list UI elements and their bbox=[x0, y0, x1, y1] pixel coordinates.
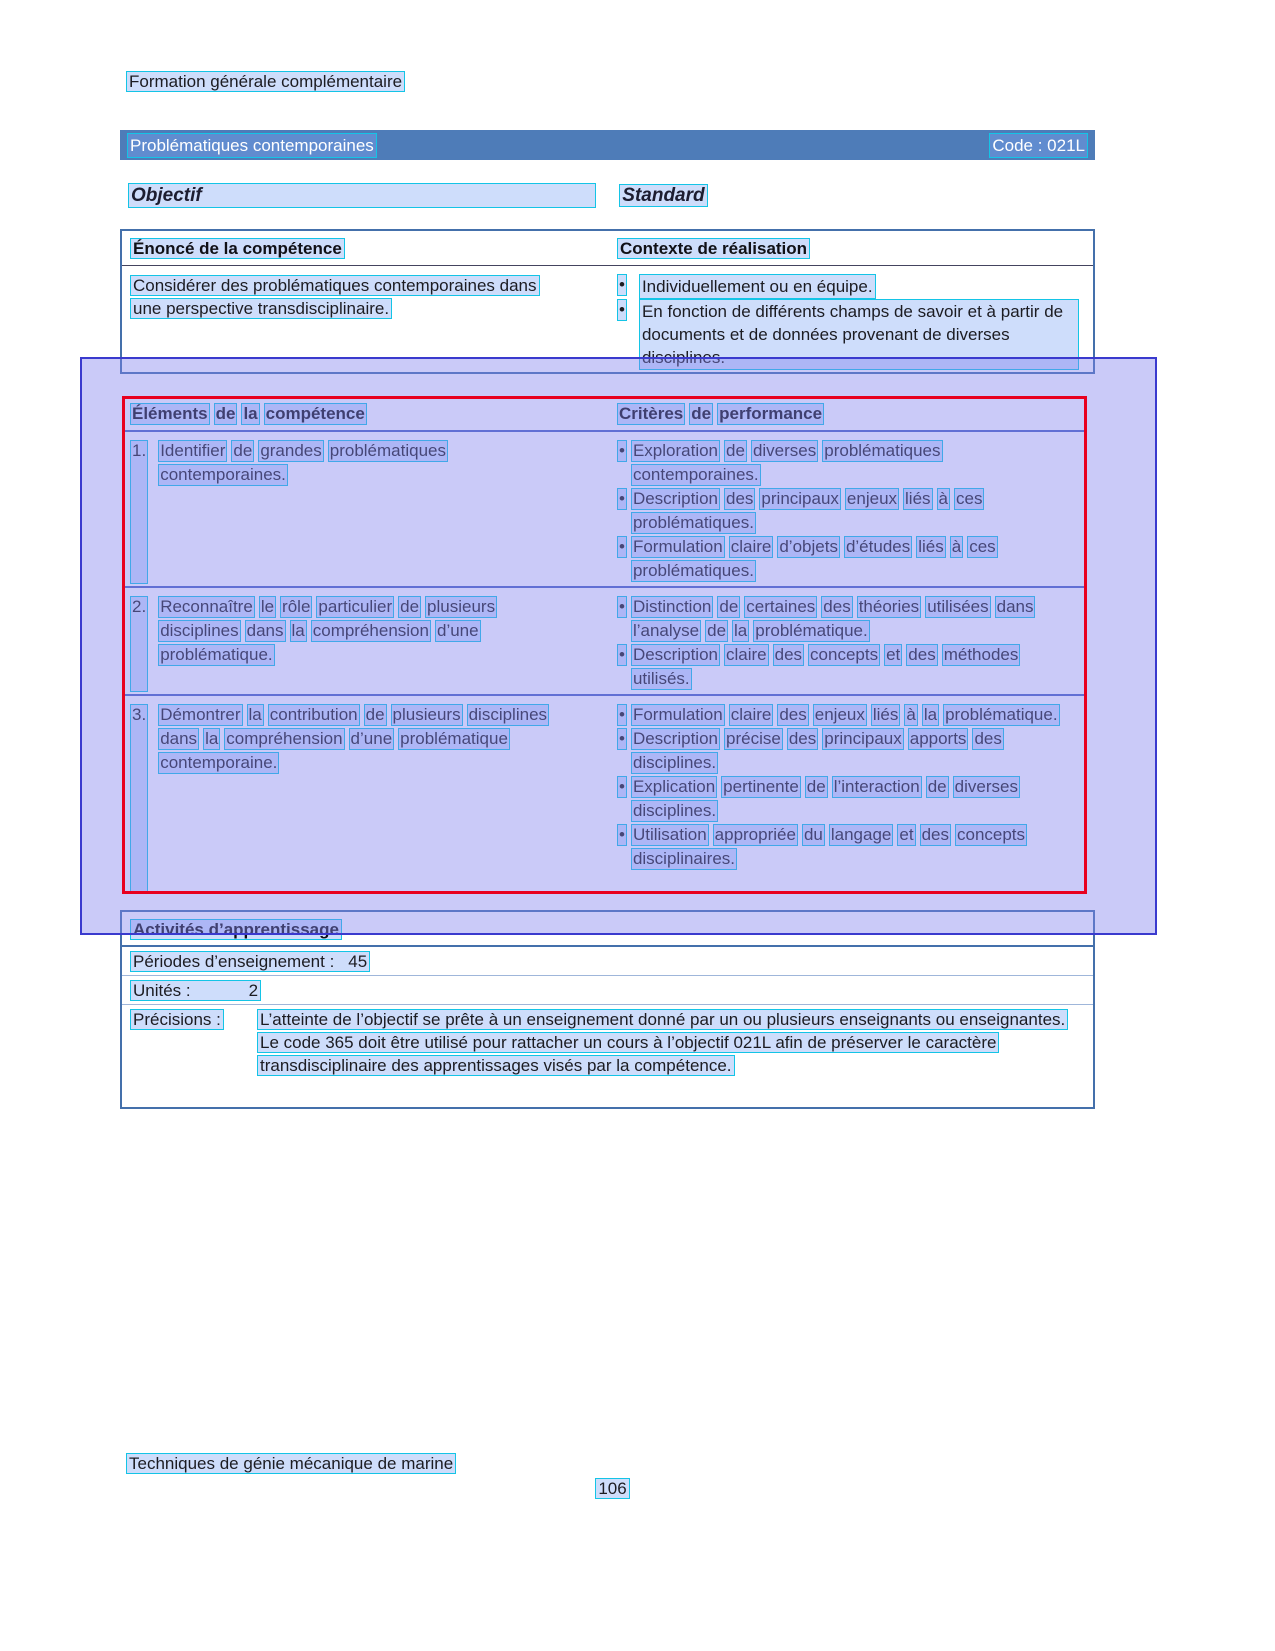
title-bar bbox=[120, 130, 1095, 160]
precisions-row bbox=[122, 1005, 1093, 1077]
list-item bbox=[617, 704, 1087, 728]
criterion-text: Distinction de certaines des théories utilisées dansl’analyse de la problématique. bbox=[632, 597, 1034, 640]
criterion-text: Explication pertinente de l’interaction de diversesdisciplines. bbox=[632, 777, 1018, 820]
footer-program-label bbox=[126, 1452, 456, 1475]
list-item bbox=[617, 776, 1087, 824]
criteres-column-header: Critères de performance bbox=[619, 404, 823, 423]
list-item bbox=[617, 536, 1087, 584]
bullet-icon: • bbox=[619, 537, 625, 556]
page-number-container bbox=[0, 1477, 1225, 1500]
element-row-3 bbox=[122, 696, 1087, 894]
contexte-column-header: Contexte de réalisation bbox=[617, 238, 810, 259]
list-item bbox=[617, 488, 1087, 536]
section-headers bbox=[128, 183, 708, 208]
list-item bbox=[617, 728, 1087, 776]
bullet-icon: • bbox=[619, 597, 625, 616]
bullet-icon: • bbox=[619, 705, 625, 724]
periodes-label: Périodes d’enseignement : bbox=[133, 952, 335, 971]
element-text: Démontrer la contribution de plusieurs disciplinesdans la compréhension d’une problématiquecontemporaine. bbox=[160, 705, 548, 772]
competence-table-header bbox=[122, 231, 1093, 266]
page-number: 106 bbox=[595, 1478, 629, 1499]
precisions-text: Le code 365 doit être utilisé pour rattacher un cours à l’objectif 021L afin de préserver le caractère transdisciplinaire des apprentissages visés par la compétence. bbox=[257, 1032, 999, 1076]
element-number: 2. bbox=[130, 596, 148, 692]
bullet-icon: • bbox=[619, 777, 625, 796]
bullet-icon: • bbox=[619, 645, 625, 664]
competence-statement: Considérer des problématiques contemporaines dans une perspective transdisciplinaire. bbox=[130, 275, 540, 319]
bullet-icon: • bbox=[619, 275, 625, 294]
precisions-content bbox=[257, 1008, 1075, 1077]
bullet-icon: • bbox=[619, 489, 625, 508]
criteria-list bbox=[617, 440, 1087, 584]
unites-label: Unités : bbox=[133, 981, 191, 1000]
context-bullet-list bbox=[617, 274, 1093, 370]
footer-note-text: Techniques de génie mécanique de marine bbox=[126, 1453, 456, 1474]
enonce-column-header: Énoncé de la compétence bbox=[130, 238, 345, 259]
criterion-text: Formulation claire des enjeux liés à la problématique. bbox=[632, 705, 1058, 724]
list-item bbox=[617, 644, 1087, 692]
precisions-label: Précisions : bbox=[130, 1009, 224, 1030]
document-section-label bbox=[126, 70, 405, 93]
elements-table bbox=[122, 396, 1087, 894]
unites-row bbox=[122, 976, 1093, 1005]
objectif-heading: Objectif bbox=[128, 183, 596, 208]
precisions-text: L’atteinte de l’objectif se prête à un enseignement donné par un ou plusieurs enseignants ou enseignantes. bbox=[257, 1009, 1068, 1030]
list-item bbox=[617, 274, 1093, 299]
element-text: Identifier de grandes problématiquescontemporaines. bbox=[160, 441, 446, 484]
elements-column-header: Éléments de la compétence bbox=[132, 404, 365, 423]
criterion-text: Description claire des concepts et des méthodesutilisés. bbox=[632, 645, 1019, 688]
competence-statement-cell bbox=[122, 274, 617, 370]
list-item bbox=[617, 824, 1087, 872]
bullet-icon: • bbox=[619, 441, 625, 460]
activities-table-header bbox=[122, 912, 1093, 947]
criteria-list bbox=[617, 596, 1087, 692]
header-note: Formation générale complémentaire bbox=[126, 71, 405, 92]
context-bullet-text: Individuellement ou en équipe. bbox=[639, 274, 876, 299]
activities-table bbox=[120, 910, 1095, 1109]
element-number: 1. bbox=[130, 440, 148, 584]
element-text: Reconnaître le rôle particulier de plusieursdisciplines dans la compréhension d’uneproblématique. bbox=[160, 597, 496, 664]
element-row-1 bbox=[122, 432, 1087, 588]
periodes-value: 45 bbox=[348, 952, 368, 971]
criterion-text: Description des principaux enjeux liés à cesproblématiques. bbox=[632, 489, 983, 532]
periodes-row bbox=[122, 947, 1093, 976]
list-item bbox=[617, 596, 1087, 644]
list-item bbox=[617, 440, 1087, 488]
criterion-text: Exploration de diverses problématiquescontemporaines. bbox=[632, 441, 941, 484]
standard-heading: Standard bbox=[619, 184, 707, 207]
bullet-icon: • bbox=[619, 825, 625, 844]
criterion-text: Description précise des principaux apports desdisciplines. bbox=[632, 729, 1002, 772]
criteria-list bbox=[617, 704, 1087, 872]
element-number: 3. bbox=[130, 704, 148, 892]
course-code: Code : 021L bbox=[989, 133, 1088, 158]
bullet-icon: • bbox=[619, 300, 625, 319]
list-item bbox=[617, 299, 1093, 370]
unites-value: 2 bbox=[248, 981, 259, 1000]
element-row-2 bbox=[122, 588, 1087, 696]
criterion-text: Formulation claire d’objets d’études liés à cesproblématiques. bbox=[632, 537, 996, 580]
course-title: Problématiques contemporaines bbox=[127, 133, 377, 158]
elements-table-header bbox=[122, 396, 1087, 432]
competence-table-body bbox=[122, 266, 1093, 370]
criterion-text: Utilisation appropriée du langage et des conceptsdisciplinaires. bbox=[632, 825, 1026, 868]
activities-heading: Activités d’apprentissage bbox=[130, 919, 342, 940]
competence-table bbox=[120, 229, 1095, 374]
bullet-icon: • bbox=[619, 729, 625, 748]
context-bullet-text: En fonction de différents champs de savoir et à partir de documents et de données provenant de diverses disciplines. bbox=[639, 299, 1079, 370]
